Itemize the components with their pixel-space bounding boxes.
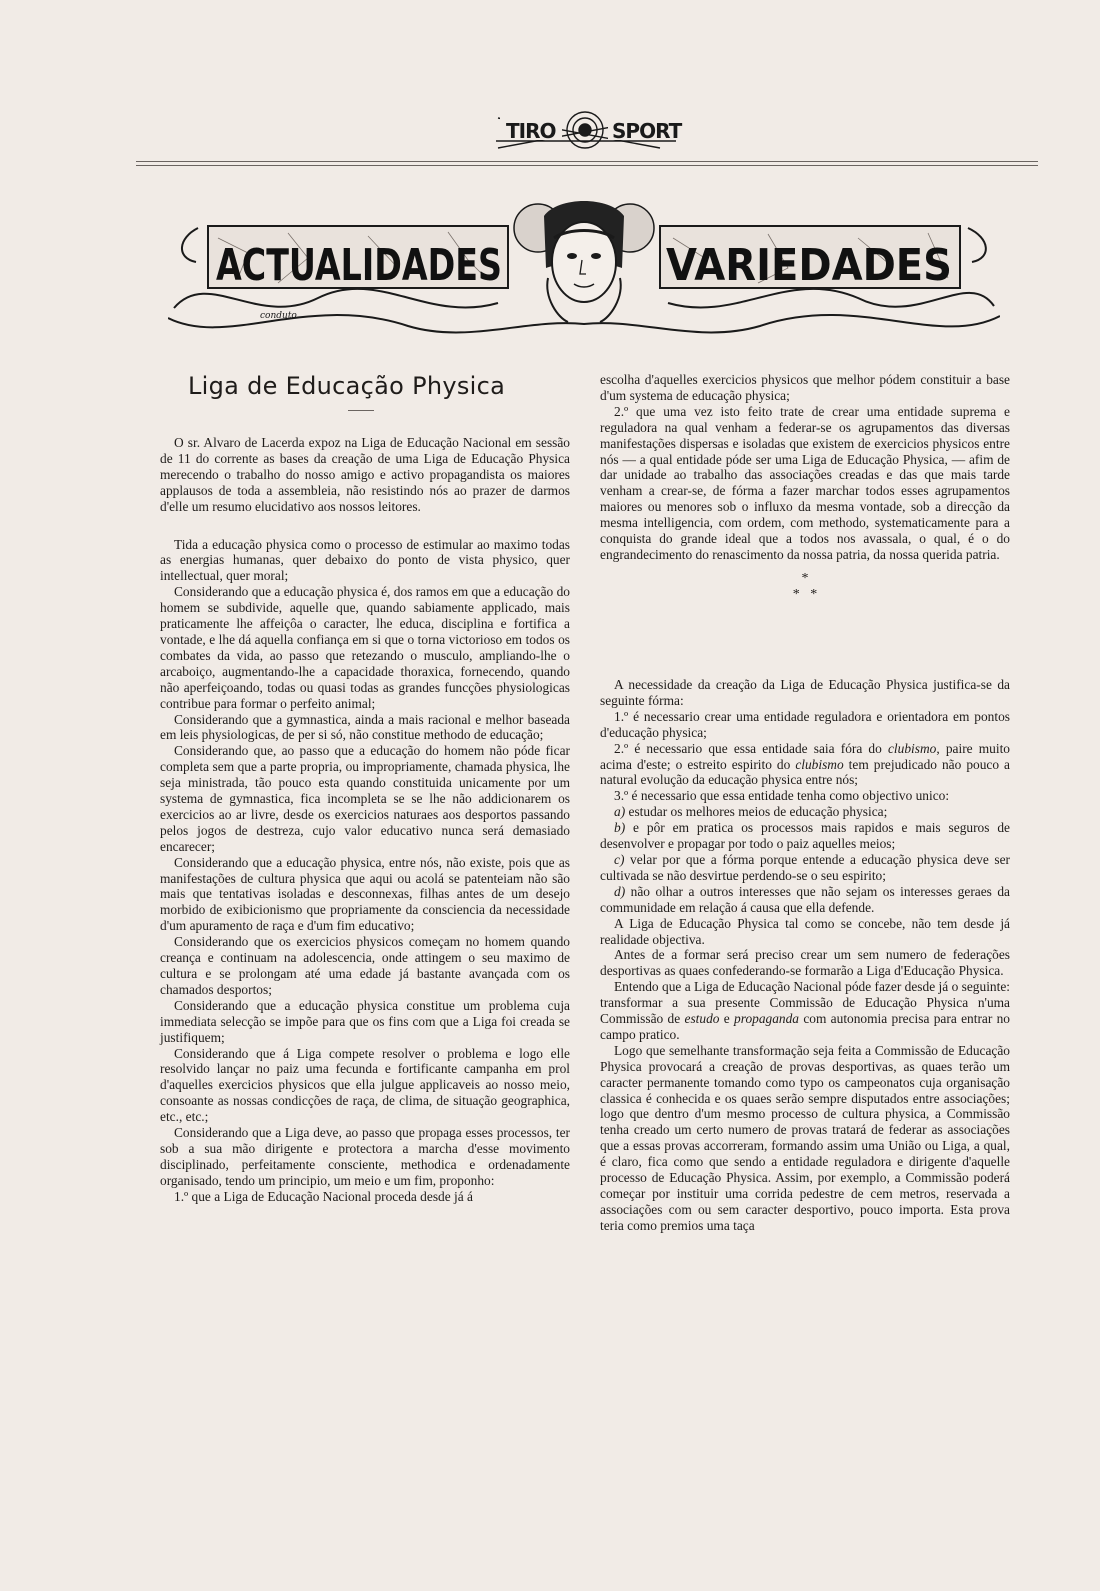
paragraph: Considerando que a educação physica é, dos ramos em que a educação do homem se subdivide, aquelle que, quando sabiamente applicado, mais praticamente lhe affeiçôa o caracter, lhe educa, disciplina e fortifica a vontade, e lhe dá aquella confiança em si que o torna victorioso em todos os combates da vida, ao passo que retezando o musculo, ampliando-lhe o arcaboiço, augmentando-lhe a capacidade thoraxica, fornecendo, quando não aperfeiçoando, todas ou quasi todas as grandes funcções physiologicas contribue para formar o perfeito animal; xyxy=(160,584,570,711)
necessity-intro: A necessidade da creação da Liga de Educação Physica justifica-se da seguinte fórma: xyxy=(600,677,1010,708)
sub-item-a: a) estudar os melhores meios de educação physica; xyxy=(614,804,888,820)
paragraph: A Liga de Educação Physica tal como se concebe, não tem desde já realidade objectiva. xyxy=(600,915,1010,947)
paragraph: Considerando que a gymnastica, ainda a mais racional e melhor baseada em leis physiologicas, de per si só, não constitue methodo de educação; xyxy=(160,711,570,743)
art-nouveau-banner-icon xyxy=(168,198,1000,348)
paragraph: Considerando que a educação physica constitue um problema cuja immediata selecção se impõe para que os fins com que a Liga foi creada se justifiquem; xyxy=(160,997,570,1045)
necessity-item-2: 2.º é necessario que essa entidade saia fóra do clubismo, paire muito acima d'este; o estreito espirito do clubismo tem prejudicado não pouco a natural evolução da educação physica entre nós; xyxy=(600,740,1010,788)
paragraph: Antes de a formar será preciso crear um sem numero de federações desportivas as quaes confederando-se formarão a Liga d'Educação Physica. xyxy=(600,947,1010,979)
paragraph: Considerando que os exercicios physicos começam no homem quando creança e continuam na adolescencia, onde attingem o seu maximo de cultura e se prolongam até uma edade já bastante avançada com os chamados desportos; xyxy=(160,934,570,997)
banner-left-word: ACTUALIDADES xyxy=(216,240,502,291)
masthead-ornament xyxy=(0,104,1100,164)
commission-paragraph: Entendo que a Liga de Educação Nacional póde fazer desde já o seguinte: transformar a sua presente Commissão de Educação Physica n'uma Commissão de estudo e propaganda com autonomia precisa para entrar no campo pratico. xyxy=(600,979,1011,1042)
paragraph: Tida a educação physica como o processo de estimular ao maximo todas as energias humanas, quer debaixo do ponto de vista physico, quer intellectual, quer moral; xyxy=(160,536,570,584)
asterism xyxy=(600,571,1010,603)
necessity-item-1: 1.º é necessario crear uma entidade reguladora e orientadora em pontos d'educação physica; xyxy=(600,708,1010,740)
asterism-top: * xyxy=(801,570,809,586)
necessity-item-3: 3.º é necessario que essa entidade tenha como objectivo unico: xyxy=(614,788,950,804)
paragraph: Considerando que a Liga deve, ao passo que propaga esses processos, ter sob a sua mão dirigente e protectora a marcha d'esse movimento disciplinado, perfeitamente consciente, methodica e ordenadamente organisado, tendo um principio, um meio e um fim, proponho: xyxy=(160,1125,570,1188)
masthead-right-word: SPORT xyxy=(612,119,682,143)
paragraph: Considerando que, ao passo que a educação do homem não póde ficar completa sem que a parte propria, ou impropriamente, chamada physica, lhe seja ministrada, tão pouco esta quando constituida unicamente por um systema de gymnastica, fica incompleta se se lhe não addicionarem os exercicios ao ar livre, desde os exercicios naturaes aos desportos passando pelos jogos de destreza, cujo valor educativo nunca será demasiado encarecer; xyxy=(160,743,570,854)
proposal-item: 2.º que uma vez isto feito trate de crear uma entidade suprema e reguladora na qual venham a federar-se os agrupamentos das diversas manifestações dispersas e isoladas que existem de exercicios physicos entre nós — a qual entidade póde ser uma Liga de Educação Physica, — afim de dar unidade ao trabalho das associações creadas e das que mais tarde venham a crear-se, de fórma a fazer marchar todos esses agrupamentos maiores ou menores sob o influxo da mesma vontade, sob a direcção da mesma intelligencia, com ordem, com methodo, systematicamente para a conquista do grande ideal que a todos nos avassala, o qual, é o do engrandecimento do renascimento da nossa patria, da nossa querida patria. xyxy=(600,403,1010,562)
paragraph: 1.º que a Liga de Educação Nacional proceda desde já á xyxy=(174,1188,473,1204)
article-left-column xyxy=(160,372,570,1205)
banner-right-word: VARIEDADES xyxy=(666,240,952,291)
paragraph: Considerando que a educação physica, entre nós, não existe, pois que as manifestações de cultura physica que aqui ou acolá se patenteiam não são mais que tentativas isoladas e desconnexas, filhas antes de um desejo morbido de exibicionismo que propriamente da consciencia da necessidade d'um apuramento de raça e d'um fim educativo; xyxy=(160,854,570,934)
crossed-rifles-target-icon xyxy=(0,104,1100,164)
sub-item-b: b) e pôr em pratica os processos mais rapidos e mais seguros de desenvolver e propagar por todo o paiz aquelles meios; xyxy=(600,820,1010,852)
paragraph: Considerando que á Liga compete resolver o problema e logo elle resolvido lançar no paiz uma fecunda e fortificante campanha em prol d'aquelles exercicios physicos que ella julgue applicaveis ao nosso meio, consoante as nossas condicções de raça, de clima, de situação geographica, etc., etc.; xyxy=(160,1045,570,1125)
asterism-bottom: * * xyxy=(792,586,818,602)
paragraph: escolha d'aquelles exercicios physicos que melhor pódem constituir a base d'um systema de educação physica; xyxy=(600,372,1010,403)
sub-item-d: d) não olhar a outros interesses que não sejam os interesses geraes da communidade em relação á causa que ella defende. xyxy=(600,883,1010,915)
title-rule xyxy=(348,410,374,411)
section-banner xyxy=(168,198,1000,348)
paragraph: Logo que semelhante transformação seja feita a Commissão de Educação Physica provocará a creação de provas desportivas, as quaes terão um caracter permanente tomando como typo os campeonatos cuja organisação classica é conhecida e os quaes serão sempre disputados entre associações; logo que dentro d'um mesmo processo de cultura physica, a Commissão tenha creado um certo numero de provas tratará de federar as associações que a essas provas accorreram, formando assim uma União ou Liga, a qual, é claro, fica como que sendo a entidade reguladora e dirigente d'aquelle processo de Educação Physica. Assim, por exemplo, a Commissão poderá começar por instituir uma corrida pedestre de cem metros, reservada a associações com ou sem caracter desportivo, pouco importa. Esta prova teria como premios uma taça xyxy=(600,1042,1010,1233)
article-intro: O sr. Alvaro de Lacerda expoz na Liga de Educação Nacional em sessão de 11 do corrente as bases da creação de uma Liga de Educação Physica merecendo o trabalho do nosso amigo e activo propagandista os maiores applausos de toda a assembleia, não resistindo nós ao prazer de darmos d'elle um resumo elucidativo aos nossos leitores. xyxy=(160,435,570,514)
article-title: Liga de Educação Physica xyxy=(188,372,506,400)
header-rule-top xyxy=(136,161,1038,162)
woman-face-icon xyxy=(514,201,654,322)
masthead-left-word: TIRO xyxy=(506,119,556,143)
artist-signature: conduto xyxy=(260,311,297,321)
sub-item-c: c) velar por que a fórma porque entende a educação physica deve ser cultivada se não desvirtue perdendo-se o seu espirito; xyxy=(600,851,1010,883)
header-rule-bottom xyxy=(136,165,1038,166)
